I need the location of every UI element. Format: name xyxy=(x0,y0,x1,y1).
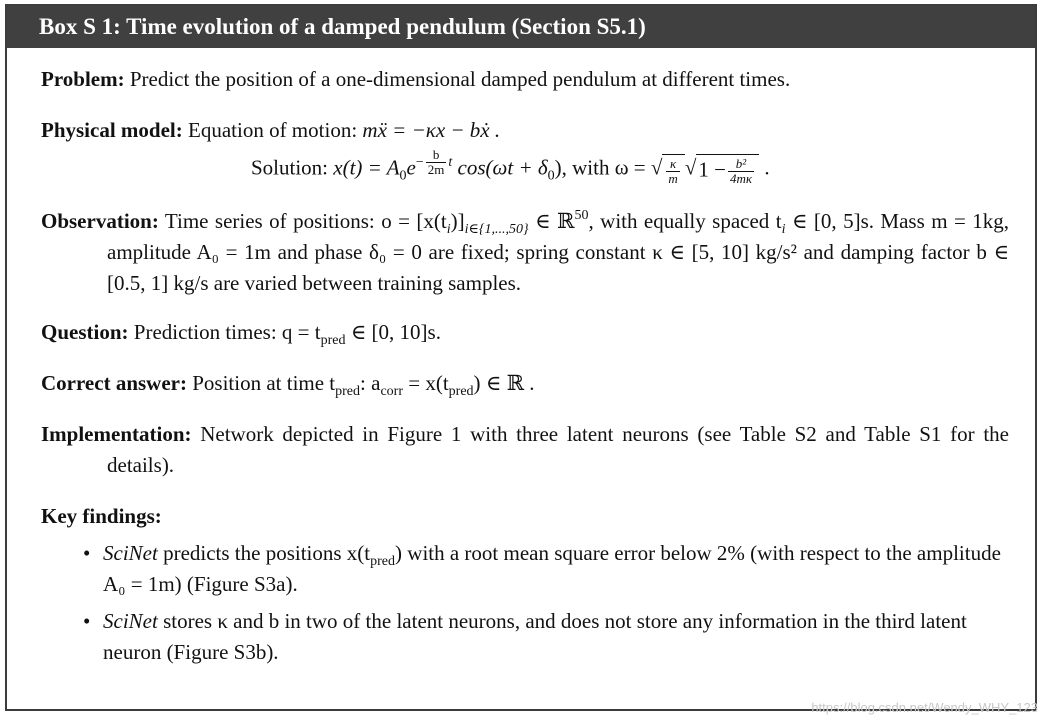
observation-line3: κ ∈ [5, 10] kg/s² and damping factor b ∈ [0.5, 1] kg/s are varied between training samples. xyxy=(107,239,1010,295)
answer-sub1: pred xyxy=(335,383,361,399)
equation-of-motion: mẍ = −κx − bẋ . xyxy=(362,118,501,142)
implementation-label: Implementation: xyxy=(41,421,192,446)
observation-label: Observation: xyxy=(41,208,159,233)
solution-d: ), with ω = xyxy=(554,155,646,180)
key-findings-list xyxy=(41,538,1009,668)
finding-text-b: ) with a root mean square error below 2% (with respect to the amplitude A₀ = 1m) (Figure S3a). xyxy=(103,540,1001,596)
physical-model-section xyxy=(41,115,1009,146)
problem-section xyxy=(41,64,1009,95)
exp-den: 2m xyxy=(427,162,445,177)
problem-text: Predict the position of a one-dimensional damped pendulum at different times. xyxy=(129,67,791,91)
question-text-a: Prediction times: q = t xyxy=(133,319,321,344)
answer-sub3: pred xyxy=(448,383,474,399)
physical-model-label: Physical model: xyxy=(41,118,183,142)
question-text-b: ∈ [0, 10]s. xyxy=(350,319,441,344)
box-panel xyxy=(5,4,1037,711)
observation-index: i∈{1,...,50} xyxy=(464,221,529,237)
finding-text-a: stores κ and b in two of the latent neurons, and does not store any information in the third latent neuron (Figure S3b). xyxy=(103,608,967,664)
observation-line2: [0, 5]s. Mass m = 1kg, amplitude A₀ = 1m and phase δ₀ = 0 are fixed; spring constant xyxy=(107,208,1009,264)
implementation-section xyxy=(41,419,1009,481)
observation-section: Observation: Time series of positions: $o = [x(t_i)]_{i\in\{1,...,50\}}$ ∈ ℝ$^{50}$, with equally spaced $t_i$ ∈ [0, 5]s. Mass m = 1kg, amplitude A₀ = 1m and phase δ₀ = 0 are fixed; spring constant κ ∈ [5, 10] kg/s² and damping factor b ∈ [0.5, 1] kg/s are varied between training samples. xyxy=(41,207,1010,295)
answer-text-a: Position at time t xyxy=(192,370,336,395)
solution-b: e xyxy=(406,155,416,180)
solution-c: cos(ωt + δ xyxy=(457,155,548,180)
sqrt2-lead: 1 − xyxy=(698,157,726,182)
answer-sub2: corr xyxy=(380,383,403,399)
finding-text-a: predicts the positions x(t xyxy=(157,540,371,565)
observation-line1-d: ∈ xyxy=(791,208,808,233)
observation-exp: 50 xyxy=(574,207,589,223)
question-label: Question: xyxy=(41,319,129,344)
sqrt1-den: m xyxy=(668,170,678,186)
bullet-icon: • xyxy=(83,608,91,633)
eq-lead: Equation of motion: xyxy=(188,118,358,142)
question-sub: pred xyxy=(320,332,346,348)
box-content xyxy=(41,64,1010,664)
solution-line: Solution: $x(t) = A_0e^{- \frac{b}{2m} t}$ $\cos(\omega t + \delta_0)$, with ω = √ $\frac{\kappa}{m}$ √1 − $\frac{\text{b²}}{4m\kappa}$ . xyxy=(251,147,770,186)
list-item xyxy=(41,538,1009,600)
sqrt2-num: b² xyxy=(728,157,754,172)
observation-line1-c: , with equally spaced t xyxy=(588,208,782,233)
solution-lead: Solution: xyxy=(251,155,329,180)
exp-num: b xyxy=(426,148,447,163)
question-section xyxy=(41,317,1009,348)
problem-label: Problem: xyxy=(41,67,125,91)
finding-name: SciNet xyxy=(103,540,158,565)
bullet-icon: • xyxy=(83,540,91,565)
implementation-text: Network depicted in Figure 1 with three latent neurons (see Table S2 and Table S1 for the details). xyxy=(107,421,1010,477)
sqrt2-den: 4mκ xyxy=(729,170,753,186)
finding-name: SciNet xyxy=(103,608,158,633)
key-findings-label: Key findings: xyxy=(41,503,162,528)
answer-text-d: ) ∈ ℝ . xyxy=(473,370,535,395)
solution-a: x(t) = A xyxy=(333,155,400,180)
finding-sub: pred xyxy=(370,553,396,569)
correct-answer-label: Correct answer: xyxy=(41,370,187,395)
observation-line1-a: Time series of positions: o = [x(t xyxy=(164,208,447,233)
answer-text-c: = x(t xyxy=(408,370,449,395)
observation-line1-b: ∈ ℝ xyxy=(535,208,575,233)
key-findings-section xyxy=(41,501,1009,668)
sqrt1-num: κ xyxy=(666,157,679,172)
answer-text-b: : a xyxy=(360,370,381,395)
correct-answer-section xyxy=(41,368,1009,399)
solution-end: . xyxy=(764,155,770,180)
watermark: https://blog.csdn.net/Wendy_WHY_123 xyxy=(811,700,1038,715)
list-item xyxy=(41,606,1009,668)
box-title: Box S 1: Time evolution of a damped pendulum (Section S5.1) xyxy=(7,6,1035,48)
